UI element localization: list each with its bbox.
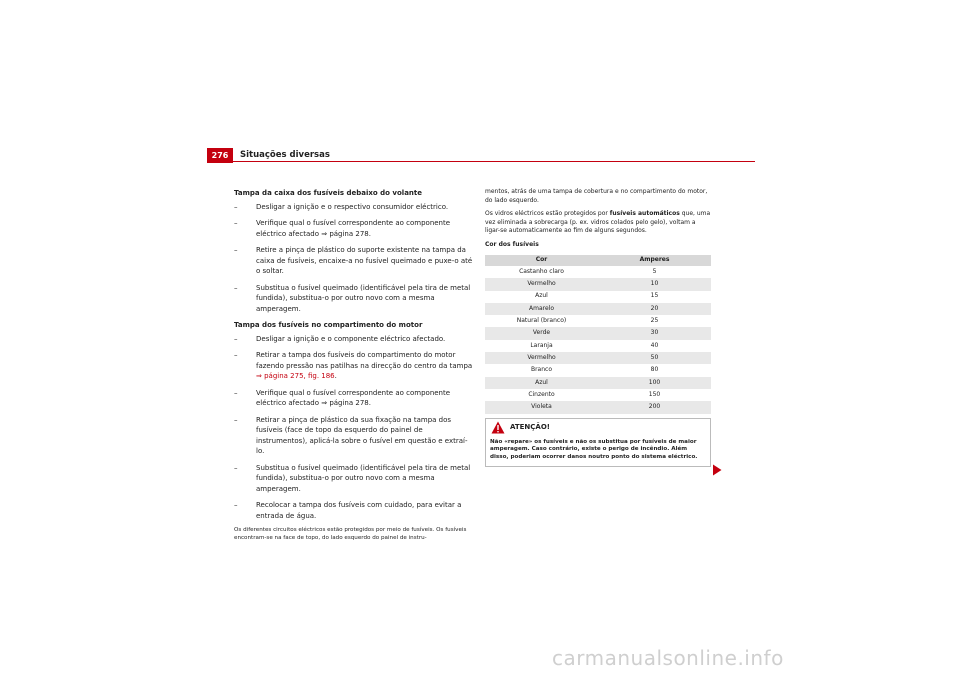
list-item: – Substitua o fusível queimado (identificável pela tira de metal fundida), substitua-o por outro novo com a mesma amperagem. — [234, 283, 471, 313]
table-row: Cinzento 150 — [528, 390, 661, 398]
warning-header — [486, 419, 710, 437]
section-heading-steering-fuse-cover: Tampa da caixa dos fusíveis debaixo do volante — [234, 189, 422, 197]
fuse-color-table — [485, 255, 711, 414]
table-row: Verde 30 — [485, 327, 711, 339]
fuse-color-heading: Cor dos fusíveis — [485, 240, 539, 248]
table-row: Vermelho 50 — [485, 352, 711, 364]
header-rule — [207, 161, 755, 162]
table-row: Azul 15 — [535, 292, 659, 300]
list-item: – Retirar a tampa dos fusíveis do compartimento do motor fazendo pressão nas patilhas na direcção do centro da tampa ⇒ página 275, fig. 186. — [234, 351, 473, 380]
table-row: Laranja 40 — [530, 341, 659, 349]
warning-box — [485, 418, 711, 467]
table-row: Azul 100 — [485, 377, 711, 389]
page-number: 276 — [207, 148, 233, 163]
steps-steering-fuse-cover — [234, 202, 474, 315]
list-item: – Retire a pinça de plástico do suporte existente na tampa da caixa de fusíveis, encaixe-a no fusível queimado e puxe-o até o soltar. — [234, 246, 473, 275]
continue-arrow-icon — [712, 464, 722, 476]
section-heading-engine-fuse-cover: Tampa dos fusíveis no compartimento do motor — [234, 321, 423, 329]
warning-text: Não «repare» os fusíveis e não os substitua por fusíveis de maior amperagem. Caso contrário, existe o perigo de incêndio. Além disso, poderiam ocorrer danos noutro ponto do sistema eléctrico. — [490, 438, 698, 461]
watermark: carmanualsonline.info — [552, 646, 784, 670]
footnote-text: Os diferentes circuitos eléctricos estão protegidos por meio de fusíveis. Os fusíveis encontram-se na face de topo, do lado esquerdo do painel de instru- — [234, 527, 467, 541]
list-item: – Verifique qual o fusível correspondente ao componente eléctrico afectado ⇒ página 278. — [234, 388, 451, 407]
list-item: – Desligar a ignição e o respectivo consumidor eléctrico. — [234, 202, 449, 211]
page-reference-link[interactable]: ⇒ página 275, fig. 186 — [256, 372, 335, 380]
table-row: Violeta 200 — [485, 401, 711, 413]
paragraph-location: mentos, atrás de uma tampa de cobertura e no compartimento do motor, do lado esquerdo. — [485, 188, 708, 204]
list-item: – Desligar a ignição e o componente eléctrico afectado. — [234, 334, 446, 343]
column-header-color: Cor — [485, 255, 598, 266]
warning-triangle-icon — [491, 421, 505, 434]
table-header-row — [485, 255, 711, 266]
steps-engine-fuse-cover — [234, 334, 474, 522]
list-item: – Verifique qual o fusível correspondente ao componente eléctrico afectado ⇒ página 278. — [234, 219, 451, 238]
left-column — [234, 188, 474, 543]
paragraph-auto-fuses: Os vidros eléctricos estão protegidos por fusíveis automáticos que, uma vez eliminada a sobrecarga (p. ex. vidros colados pelo gelo), voltam a ligar-se automaticamente ao fim de alguns segundos. — [485, 210, 711, 234]
table-row: Amarelo 20 — [485, 303, 711, 315]
table-row: Vermelho 10 — [485, 278, 711, 290]
table-row: Branco 80 — [530, 366, 659, 374]
list-item: – Retirar a pinça de plástico da sua fixação na tampa dos fusíveis (face de topo da esquerdo do painel de instrumentos), aplicá-la sobre o fusível em questão e extraí-lo. — [234, 415, 468, 455]
list-item: – Substitua o fusível queimado (identificável pela tira de metal fundida), substitua-o por outro novo com a mesma amperagem. — [234, 463, 471, 493]
table-row: Castanho claro 5 — [519, 267, 657, 275]
chapter-title: Situações diversas — [240, 150, 330, 160]
list-item: – Recolocar a tampa dos fusíveis com cuidado, para evitar a entrada de água. — [234, 501, 462, 520]
table-row: Natural (branco) 25 — [516, 317, 659, 325]
right-column — [485, 188, 711, 467]
column-header-amperes: Amperes — [598, 255, 711, 266]
warning-title: ATENÇÃO! — [510, 423, 550, 432]
